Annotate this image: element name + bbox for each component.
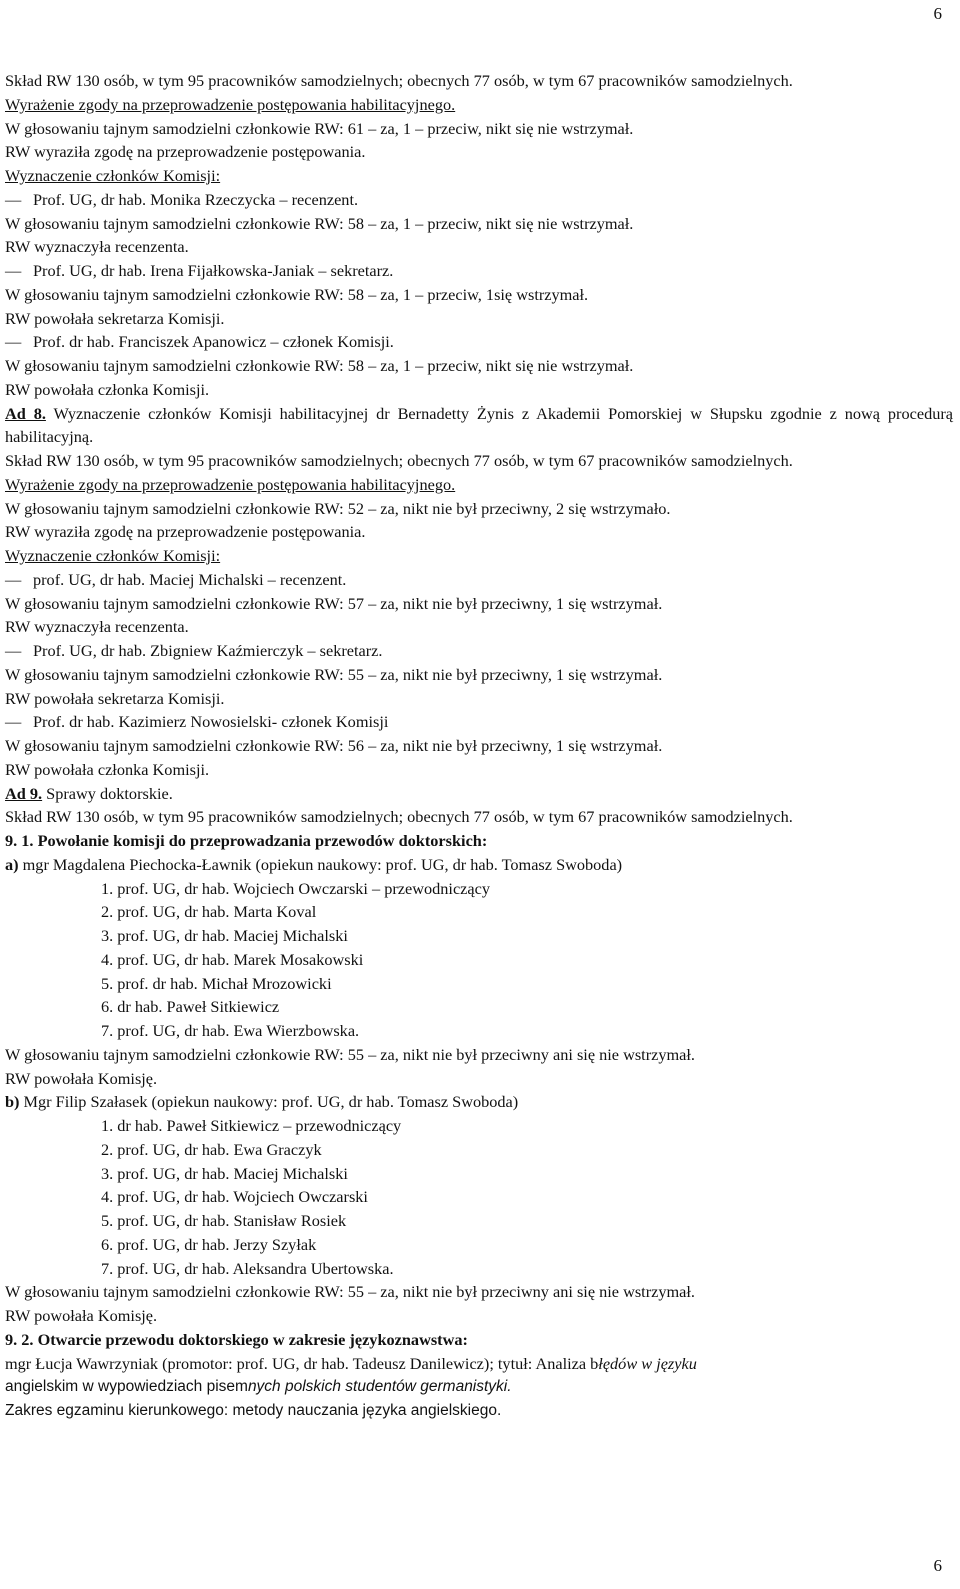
decision-line: RW powołała sekretarza Komisji. (5, 308, 225, 328)
list-item: 4. prof. UG, dr hab. Marek Mosakowski (101, 949, 364, 969)
committee-b-list (5, 1114, 953, 1280)
list-item: 7. prof. UG, dr hab. Ewa Wierzbowska. (101, 1021, 360, 1040)
section-heading: Wyznaczenie członków Komisji: (5, 166, 221, 185)
decision-line: RW wyznaczyła recenzenta. (5, 237, 189, 257)
page-number-bottom: 6 (933, 1556, 942, 1575)
candidate-b: b) Mgr Filip Szałasek (opiekun naukowy: prof. UG, dr hab. Tomasz Swoboda) (5, 1092, 519, 1112)
section-heading-9-2: 9. 2. Otwarcie przewodu doktorskiego w zakresie językoznawstwa: (5, 1329, 468, 1349)
vote-result: W głosowaniu tajnym samodzielni członkowie RW: 61 – za, 1 – przeciw, nikt się nie wstrzymał. (5, 118, 634, 138)
list-item: 6. dr hab. Paweł Sitkiewicz (101, 997, 280, 1017)
list-item: 6. prof. UG, dr hab. Jerzy Szyłak (101, 1234, 317, 1254)
vote-result: W głosowaniu tajnym samodzielni członkowie RW: 56 – za, nikt nie był przeciwny, 1 się wstrzymał. (5, 736, 663, 755)
list-item: 1. prof. UG, dr hab. Wojciech Owczarski – przewodniczący (101, 878, 490, 898)
list-item: 3. prof. UG, dr hab. Maciej Michalski (101, 1163, 348, 1183)
committee-member: — Prof. UG, dr hab. Irena Fijałkowska-Janiak – sekretarz. (5, 259, 953, 283)
decision-line: RW powołała członka Komisji. (5, 379, 210, 399)
composition-line: Skład RW 130 osób, w tym 95 pracowników samodzielnych; obecnych 77 osób, w tym 67 pracowników samodzielnych. (5, 451, 793, 470)
dash-icon: — (5, 641, 22, 660)
vote-result: W głosowaniu tajnym samodzielni członkowie RW: 55 – za, nikt nie był przeciwny ani się nie wstrzymał. (5, 1282, 695, 1302)
agenda-item-8: Ad 8. Wyznaczenie członków Komisji habilitacyjnej dr Bernadetty Żynis z Akademii Pomorskiej w Słupsku zgodnie z nową procedurą habilitacyjną. (5, 403, 953, 447)
vote-result: W głosowaniu tajnym samodzielni członkowie RW: 58 – za, 1 – przeciw, nikt się nie wstrzymał. (5, 213, 634, 233)
composition-line: Skład RW 130 osób, w tym 95 pracowników samodzielnych; obecnych 77 osób, w tym 67 pracowników samodzielnych. (5, 71, 793, 90)
list-item: 7. prof. UG, dr hab. Aleksandra Ubertowska. (101, 1258, 394, 1278)
decision-line: RW wyraziła zgodę na przeprowadzenie postępowania. (5, 142, 366, 162)
section-heading: Wyrażenie zgody na przeprowadzenie postępowania habilitacyjnego. (5, 94, 456, 114)
dash-icon: — (5, 261, 22, 280)
vote-result: W głosowaniu tajnym samodzielni członkowie RW: 58 – za, 1 – przeciw, 1się wstrzymał. (5, 284, 589, 304)
section-heading: Wyrażenie zgody na przeprowadzenie postępowania habilitacyjnego. (5, 474, 456, 494)
vote-result: W głosowaniu tajnym samodzielni członkowie RW: 57 – za, nikt nie był przeciwny, 1 się wstrzymał. (5, 593, 663, 613)
list-item: 1. dr hab. Paweł Sitkiewicz – przewodniczący (101, 1116, 402, 1135)
committee-member: — Prof. UG, dr hab. Monika Rzeczycka – recenzent. (5, 188, 953, 212)
agenda-item-9: Ad 9. Sprawy doktorskie. (5, 783, 173, 803)
dash-icon: — (5, 189, 22, 209)
committee-a-list (5, 877, 953, 1043)
list-item: 2. prof. UG, dr hab. Marta Koval (101, 902, 317, 922)
composition-line: Skład RW 130 osób, w tym 95 pracowników samodzielnych; obecnych 77 osób, w tym 67 pracowników samodzielnych. (5, 807, 793, 827)
committee-member: — Prof. dr hab. Kazimierz Nowosielski- członek Komisji (5, 710, 953, 734)
document-body (5, 69, 953, 1423)
committee-member: — prof. UG, dr hab. Maciej Michalski – recenzent. (5, 568, 953, 592)
vote-result: W głosowaniu tajnym samodzielni członkowie RW: 55 – za, nikt nie był przeciwny ani się nie wstrzymał. (5, 1044, 695, 1064)
exam-scope: Zakres egzaminu kierunkowego: metody nauczania języka angielskiego. (5, 1402, 502, 1419)
list-item: 2. prof. UG, dr hab. Ewa Graczyk (101, 1139, 322, 1159)
decision-line: RW powołała członka Komisji. (5, 759, 210, 779)
thesis-line: mgr Łucja Wawrzyniak (promotor: prof. UG, dr hab. Tadeusz Danilewicz); tytuł: Analiza błędów w języku (5, 1353, 697, 1373)
section-heading: Wyznaczenie członków Komisji: (5, 546, 221, 565)
list-item: 3. prof. UG, dr hab. Maciej Michalski (101, 926, 348, 945)
vote-result: W głosowaniu tajnym samodzielni członkowie RW: 55 – za, nikt nie był przeciwny, 1 się wstrzymał. (5, 664, 663, 684)
dash-icon: — (5, 712, 22, 732)
decision-line: RW wyznaczyła recenzenta. (5, 617, 189, 637)
committee-member: — Prof. UG, dr hab. Zbigniew Kaźmierczyk – sekretarz. (5, 639, 953, 663)
list-item: 5. prof. dr hab. Michał Mrozowicki (101, 973, 332, 993)
candidate-a: a) mgr Magdalena Piechocka-Ławnik (opiekun naukowy: prof. UG, dr hab. Tomasz Swoboda) (5, 854, 623, 874)
page-number-top: 6 (933, 4, 942, 23)
decision-line: RW powołała Komisję. (5, 1306, 158, 1325)
list-item: 4. prof. UG, dr hab. Wojciech Owczarski (101, 1187, 368, 1207)
vote-result: W głosowaniu tajnym samodzielni członkowie RW: 52 – za, nikt nie był przeciwny, 2 się wstrzymało. (5, 498, 671, 518)
decision-line: RW wyraziła zgodę na przeprowadzenie postępowania. (5, 522, 366, 542)
committee-member: — Prof. dr hab. Franciszek Apanowicz – członek Komisji. (5, 330, 953, 354)
dash-icon: — (5, 332, 22, 352)
list-item: 5. prof. UG, dr hab. Stanisław Rosiek (101, 1211, 347, 1230)
thesis-line: angielskim w wypowiedziach pisemnych polskich studentów germanistyki. (5, 1378, 512, 1396)
dash-icon: — (5, 569, 22, 589)
vote-result: W głosowaniu tajnym samodzielni członkowie RW: 58 – za, 1 – przeciw, nikt się nie wstrzymał. (5, 356, 634, 375)
decision-line: RW powołała Komisję. (5, 1068, 158, 1088)
section-heading-9-1: 9. 1. Powołanie komisji do przeprowadzania przewodów doktorskich: (5, 831, 488, 850)
decision-line: RW powołała sekretarza Komisji. (5, 688, 225, 708)
